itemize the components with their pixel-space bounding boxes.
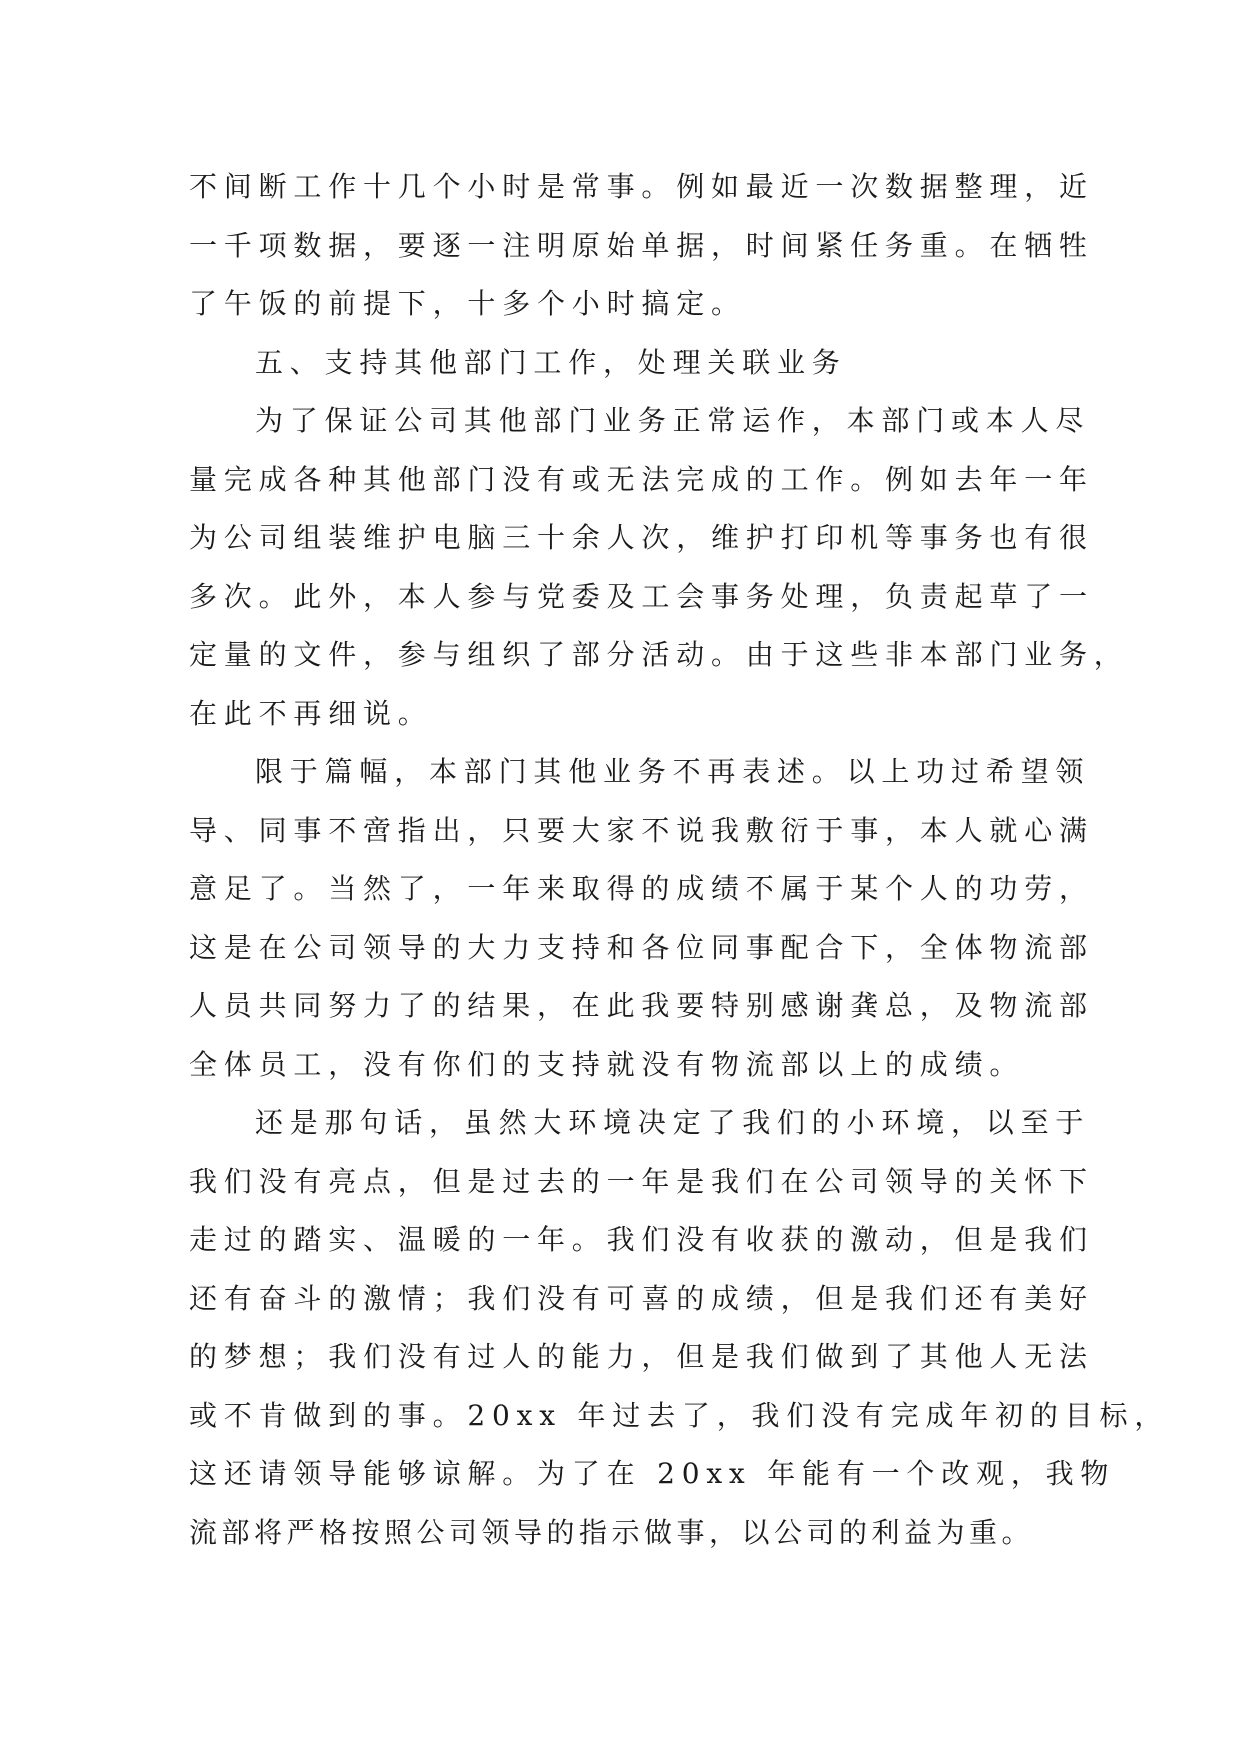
text-line: 为公司组装维护电脑三十余人次，维护打印机等事务也有很 [189, 521, 1094, 554]
paragraph [189, 743, 1094, 1094]
text-line: 还是那句话，虽然大环境决定了我们的小环境，以至于 [255, 1106, 1091, 1139]
text-line: 还有奋斗的激情；我们没有可喜的成绩，但是我们还有美好 [189, 1281, 1094, 1315]
document-body [189, 158, 1170, 1562]
text-line: 这是在公司领导的大力支持和各位同事配合下，全体物流部 [189, 930, 1094, 964]
text-line: 全体员工，没有你们的支持就没有物流部以上的成绩。 [189, 1047, 1025, 1081]
text-line: 意足了。当然了，一年来取得的成绩不属于某个人的功劳， [189, 872, 1094, 905]
text-line: 导、同事不啻指出，只要大家不说我敷衍于事，本人就心满 [189, 813, 1094, 847]
section-heading [189, 334, 1089, 393]
text-line: 为了保证公司其他部门业务正常运作，本部门或本人尽 [255, 404, 1091, 437]
paragraph [189, 1094, 1170, 1562]
text-line: 量完成各种其他部门没有或无法完成的工作。例如去年一年 [189, 462, 1094, 496]
text-line: 流部将严格按照公司领导的指示做事，以公司的利益为重。 [189, 1515, 1035, 1549]
text-line: 定量的文件，参与组织了部分活动。由于这些非本部门业务， [189, 638, 1129, 671]
text-line: 这还请领导能够谅解。为了在 20xx 年能有一个改观，我物 [189, 1457, 1116, 1490]
text-line: 多次。此外，本人参与党委及工会事务处理，负责起草了一 [189, 579, 1094, 613]
text-line: 在此不再细说。 [189, 696, 433, 730]
paragraph [189, 158, 1094, 334]
section-heading-text: 五、支持其他部门工作，处理关联业务 [255, 345, 847, 379]
text-line: 我们没有亮点，但是过去的一年是我们在公司领导的关怀下 [189, 1164, 1094, 1198]
text-line: 限于篇幅，本部门其他业务不再表述。以上功过希望领 [255, 755, 1091, 788]
text-line: 不间断工作十几个小时是常事。例如最近一次数据整理，近 [189, 170, 1094, 203]
paragraph [189, 392, 1129, 743]
text-line: 走过的踏实、温暖的一年。我们没有收获的激动，但是我们 [189, 1223, 1094, 1256]
text-line: 人员共同努力了的结果，在此我要特别感谢龚总，及物流部 [189, 989, 1094, 1022]
text-line: 了午饭的前提下，十多个小时搞定。 [189, 287, 746, 320]
text-line: 一千项数据，要逐一注明原始单据，时间紧任务重。在牺牲 [189, 228, 1094, 262]
text-line: 或不肯做到的事。20xx 年过去了，我们没有完成年初的目标， [189, 1398, 1170, 1432]
text-line: 的梦想；我们没有过人的能力，但是我们做到了其他人无法 [189, 1340, 1094, 1373]
